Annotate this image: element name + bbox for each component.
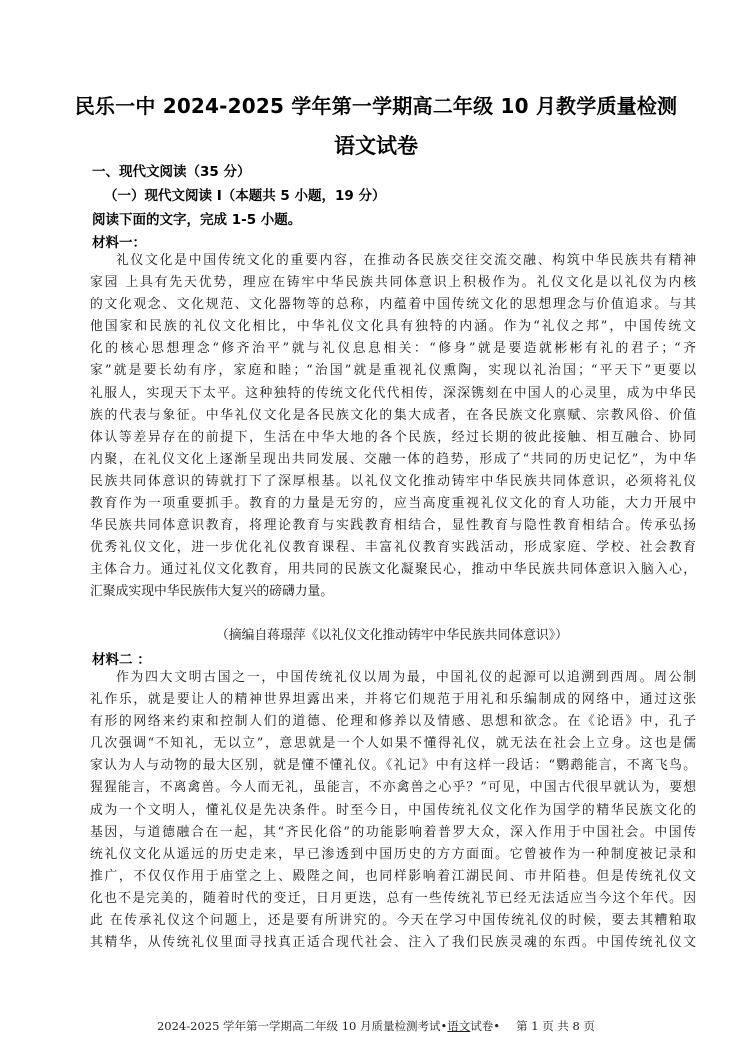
text-line: 统礼仪文化从遥远的历史走来，早已渗透到中国历史的方方面面。它曾被作为一种制度被记录和 xyxy=(90,846,696,862)
text-line: 推广，不仅仅作用于庙堂之上、殿陛之间，也同样影响着江湖民间、市井陌巷。但是传统礼仪文 xyxy=(90,868,696,884)
text-line: 华民族共同体意识教育，将理论教育与实践教育相结合，显性教育与隐性教育相结合。传承弘扬 xyxy=(90,518,696,534)
exam-title: 民乐一中 2024-2025 学年第一学期高二年级 10 月教学质量检测 xyxy=(74,94,678,118)
text-line: 民族共同体意识的铸就打下了深厚根基。以礼仪文化推动铸牢中华民族共同体意识，必须将礼仪 xyxy=(90,473,696,489)
text-line: 优秀礼仪文化，进一步优化礼仪教育课程、丰富礼仪教育实践活动，形成家庭、学校、社会教育 xyxy=(90,540,696,556)
text-line: 内聚，在礼仪文化上逐渐呈现出共同发展、交融一体的趋势，形成了“共同的历史记忆”，为中华 xyxy=(90,451,696,467)
text-line: 礼仪文化是中国传统文化的重要内容，在推动各民族交往交流交融、构筑中华民族共有精神 xyxy=(116,253,696,268)
text-line: 汇聚成实现中华民族伟大复兴的磅礴力量。 xyxy=(90,584,334,600)
text-line: 主体合力。通过礼仪文化教育，用共同的民族文化凝聚民心，推动中华民族共同体意识入脑入心， xyxy=(90,562,696,578)
text-line: 家园 上具有先天优势，理应在铸牢中华民族共同体意识上积极作为。礼仪文化是以礼仪为内核 xyxy=(90,275,696,291)
section-heading: 一、现代文阅读（35 分） xyxy=(92,164,251,180)
text-line: 族的代表与象征。中华礼仪文化是各民族文化的集大成者，在各民族文化禀赋、宗教风俗、价值 xyxy=(90,407,696,423)
footer-subject: 语文 xyxy=(447,1019,471,1033)
text-line: 他国家和民族的礼仪文化相比，中华礼仪文化具有独特的内涵。作为“礼仪之邦”，中国传统文 xyxy=(90,319,696,335)
text-line: 家认为人与动物的最大区别，就是懂不懂礼仪。《礼记》中有这样一段话：“鹦鹉能言，不离飞鸟。 xyxy=(90,758,696,774)
text-line: 礼服人，实现天下太平。这种独特的传统文化代代相传，深深镌刻在中国人的心灵里，成为中华民 xyxy=(90,385,696,401)
text-line: 教育作为一项重要抓手。教育的力量是无穷的，应当高度重视礼仪文化的育人功能，大力开展中 xyxy=(90,496,696,512)
text-line: 其精华，从传统礼仪里面寻找真正适合现代社会、注入了我们民族灵魂的东西。中国传统礼仪文 xyxy=(90,935,696,951)
text-line: 化的核心思想理念“修齐治平”就与礼仪息息相关：“修身”就是要造就彬彬有礼的君子；“齐 xyxy=(90,341,696,357)
page-footer xyxy=(0,1018,752,1034)
text-line: 家”就是要长幼有序，家庭和睦；“治国”就是重视礼仪熏陶，实现以礼治国；“平天下”更要以 xyxy=(90,363,696,379)
reading-instruction: 阅读下面的文字，完成 1-5 小题。 xyxy=(92,212,302,228)
text-line: 几次强调“不知礼，无以立”，意思就是一个人如果不懂得礼仪，就无法在社会上立身。这也是儒 xyxy=(90,736,696,752)
text-line: 礼作乐，就是要让人的精神世界坦露出来，并将它们规范于用礼和乐编制成的网络中，通过这张 xyxy=(90,692,696,708)
material-one-citation: （摘编自蒋璟萍《以礼仪文化推动铸牢中华民族共同体意识》） xyxy=(216,628,568,643)
text-line: 猩猩能言，不离禽兽。今人而无礼，虽能言，不亦禽兽之心乎？”可见，中国古代很早就认为，要想 xyxy=(90,780,696,796)
footer-exam-name: 2024-2025 学年第一学期高二年级 10 月质量检测考试 xyxy=(156,1019,441,1033)
material-one-label: 材料一： xyxy=(92,235,146,251)
footer-separator: • xyxy=(493,1019,501,1033)
text-line: 有形的网络来约束和控制人们的道德、伦理和修养以及情感、思想和欲念。在《论语》中，孔子 xyxy=(90,714,696,730)
text-line: 化也不是完美的，随着时代的变迁，日月更迭，总有一些传统礼节已经无法适应当今这个年代。因 xyxy=(90,890,696,906)
subsection-heading: （一）现代文阅读 I（本题共 5 小题，19 分） xyxy=(104,188,386,204)
material-two-text xyxy=(90,667,696,954)
text-line: 作为四大文明古国之一，中国传统礼仪以周为最，中国礼仪的起源可以追溯到西周。周公制 xyxy=(116,670,696,685)
paper-title: 语文试卷 xyxy=(334,134,418,158)
text-line: 基因，与道德融合在一起，其“齐民化俗”的功能影响着普罗大众，深入作用于中国社会。中国传 xyxy=(90,824,696,840)
text-line: 成为一个文明人，懂礼仪是先决条件。时至今日，中国传统礼仪文化作为国学的精华民族文化的 xyxy=(90,802,696,818)
material-two-label: 材料二 ： xyxy=(92,652,151,668)
text-line: 此 在传承礼仪这个问题上，还是要有所讲究的。今天在学习中国传统礼仪的时候，要去其糟粕取 xyxy=(90,913,696,929)
text-line: 体认等差异存在的前提下，生活在中华大地的各个民族，经过长期的彼此接触、相互融合、协同 xyxy=(90,429,696,445)
page-number: 第 1 页 共 8 页 xyxy=(516,1019,596,1033)
text-line: 的文化观念、文化规范、文化器物等的总称，内蕴着中国传统文化的思想理念与价值追求。与其 xyxy=(90,297,696,313)
footer-paper: 试卷 xyxy=(470,1019,494,1033)
material-one-text xyxy=(90,250,696,604)
footer-separator: • xyxy=(440,1019,448,1033)
